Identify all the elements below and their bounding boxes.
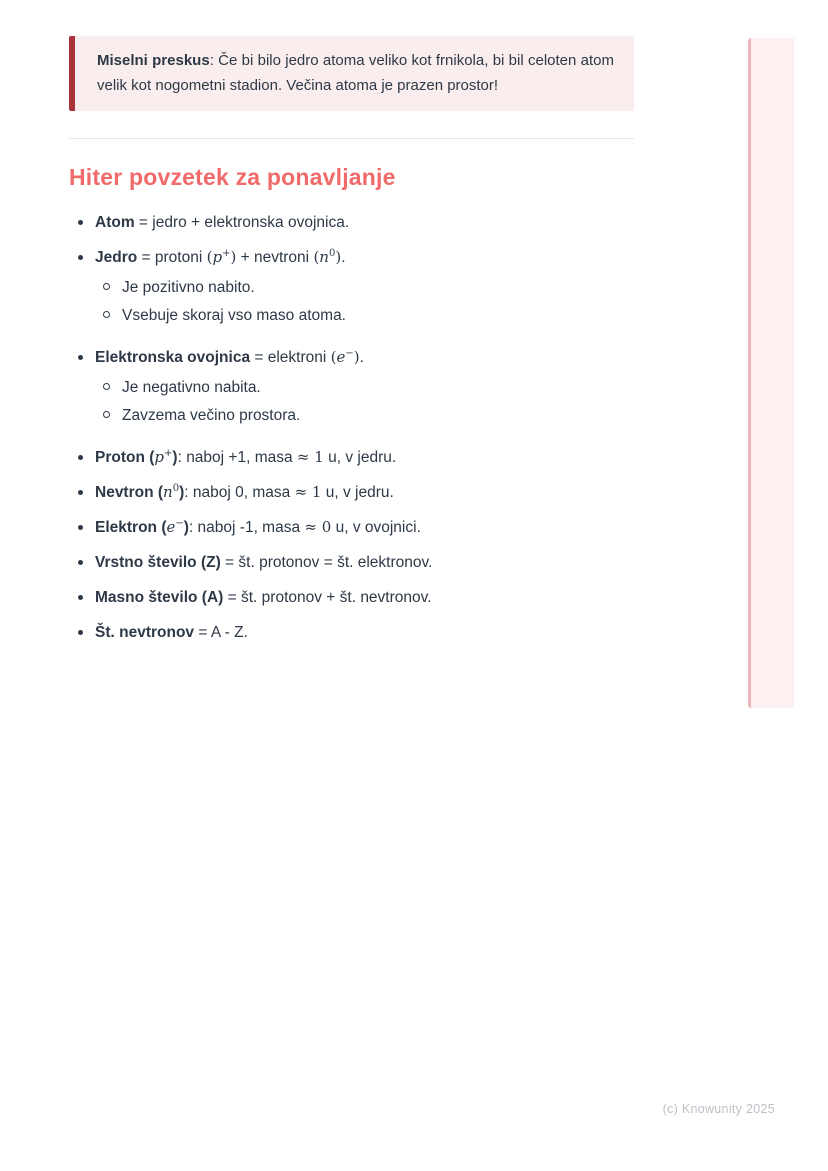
math-symbol: n xyxy=(163,483,173,502)
math-symbol: ( xyxy=(313,248,320,267)
callout-title: Miselni preskus xyxy=(97,52,210,69)
bold-text: Proton ( xyxy=(95,449,155,467)
bold-text: ) xyxy=(183,519,189,537)
circle-bullet-icon xyxy=(103,383,110,390)
math-symbol: ( xyxy=(206,248,213,267)
plain-text: = št. protonov = št. elektronov. xyxy=(220,554,433,572)
callout-text xyxy=(97,49,614,98)
list-item xyxy=(69,516,634,539)
circle-bullet-icon xyxy=(103,411,110,418)
plain-text: = št. protonov + št. nevtronov. xyxy=(223,589,432,607)
callout-box xyxy=(69,36,634,111)
section-heading: Hiter povzetek za ponavljanje xyxy=(69,164,396,191)
math-symbol: p xyxy=(212,248,223,267)
callout-separator: : xyxy=(209,52,219,69)
disc-bullet-icon xyxy=(78,255,83,260)
list-item xyxy=(69,481,634,504)
disc-bullet-icon xyxy=(78,560,83,565)
math-superscript: + xyxy=(164,448,173,460)
disc-bullet-icon xyxy=(78,220,83,225)
list-item xyxy=(69,586,634,609)
bold-text: Nevtron ( xyxy=(95,484,164,502)
math-superscript: − xyxy=(175,518,184,530)
math-symbol: ( xyxy=(330,348,337,367)
math-superscript: 0 xyxy=(328,248,336,260)
sub-list xyxy=(95,276,634,327)
plain-text: u, v jedru. xyxy=(323,449,397,467)
sub-list-item xyxy=(95,304,634,327)
circle-bullet-icon xyxy=(103,311,110,318)
plain-text: : naboj +1, masa xyxy=(177,449,297,467)
math-superscript: 0 xyxy=(172,483,180,495)
sub-list-item xyxy=(95,404,634,427)
disc-bullet-icon xyxy=(78,525,83,530)
plain-text: = A - Z. xyxy=(194,624,248,642)
list-item xyxy=(69,246,634,327)
math-superscript: − xyxy=(345,348,354,360)
math-superscript: + xyxy=(222,248,231,260)
circle-bullet-icon xyxy=(103,283,110,290)
math-symbol: p xyxy=(154,448,165,467)
summary-list xyxy=(69,211,634,644)
disc-bullet-icon xyxy=(78,595,83,600)
math-symbol: ≈ 1 xyxy=(294,483,322,502)
plain-text: . xyxy=(359,349,364,367)
math-symbol: ) xyxy=(353,348,360,367)
disc-bullet-icon xyxy=(78,490,83,495)
plain-text: : naboj 0, masa xyxy=(184,484,295,502)
plain-text: = protoni xyxy=(137,249,207,267)
sub-list-item xyxy=(95,276,634,299)
list-item xyxy=(69,551,634,574)
bold-text: Elektronska ovojnica xyxy=(95,349,251,367)
bold-text: ) xyxy=(172,449,178,467)
math-symbol: ) xyxy=(230,248,237,267)
bold-text: Elektron ( xyxy=(95,519,167,537)
callout-body: Če bi bilo jedro atoma veliko kot frnikola, bi bil celoten atom velik kot nogometni stadion. Večina atoma je prazen prostor! xyxy=(97,52,614,94)
list-item xyxy=(69,211,634,234)
bold-text: ) xyxy=(179,484,185,502)
plain-text: Zavzema večino prostora. xyxy=(122,407,301,425)
section-divider xyxy=(69,138,634,139)
math-symbol: ) xyxy=(335,248,342,267)
plain-text: = jedro + elektronska ovojnica. xyxy=(134,214,350,232)
copyright-notice: (c) Knowunity 2025 xyxy=(662,1102,775,1116)
sub-list-item xyxy=(95,376,634,399)
list-item xyxy=(69,446,634,469)
math-symbol: ≈ 1 xyxy=(296,448,324,467)
math-symbol: e xyxy=(166,518,176,537)
document-page-content xyxy=(69,36,634,656)
math-symbol: n xyxy=(319,248,329,267)
plain-text: . xyxy=(341,249,346,267)
list-item xyxy=(69,621,634,644)
adjacent-page-edge xyxy=(748,38,794,708)
plain-text: + nevtroni xyxy=(236,249,314,267)
math-symbol: e xyxy=(336,348,346,367)
bold-text: Atom xyxy=(95,214,135,232)
plain-text: u, v jedru. xyxy=(321,484,394,502)
plain-text: Je pozitivno nabito. xyxy=(122,279,255,297)
plain-text: u, v ovojnici. xyxy=(331,519,421,537)
sub-list xyxy=(95,376,634,427)
plain-text: Je negativno nabita. xyxy=(122,379,261,397)
plain-text: : naboj -1, masa xyxy=(188,519,305,537)
math-symbol: ≈ 0 xyxy=(304,518,332,537)
bold-text: Masno število (A) xyxy=(95,589,224,607)
disc-bullet-icon xyxy=(78,355,83,360)
plain-text: = elektroni xyxy=(250,349,331,367)
plain-text: Vsebuje skoraj vso maso atoma. xyxy=(122,307,346,325)
list-item xyxy=(69,346,634,427)
bold-text: Vrstno število (Z) xyxy=(95,554,221,572)
bold-text: Št. nevtronov xyxy=(95,624,195,642)
disc-bullet-icon xyxy=(78,455,83,460)
bold-text: Jedro xyxy=(95,249,138,267)
disc-bullet-icon xyxy=(78,630,83,635)
